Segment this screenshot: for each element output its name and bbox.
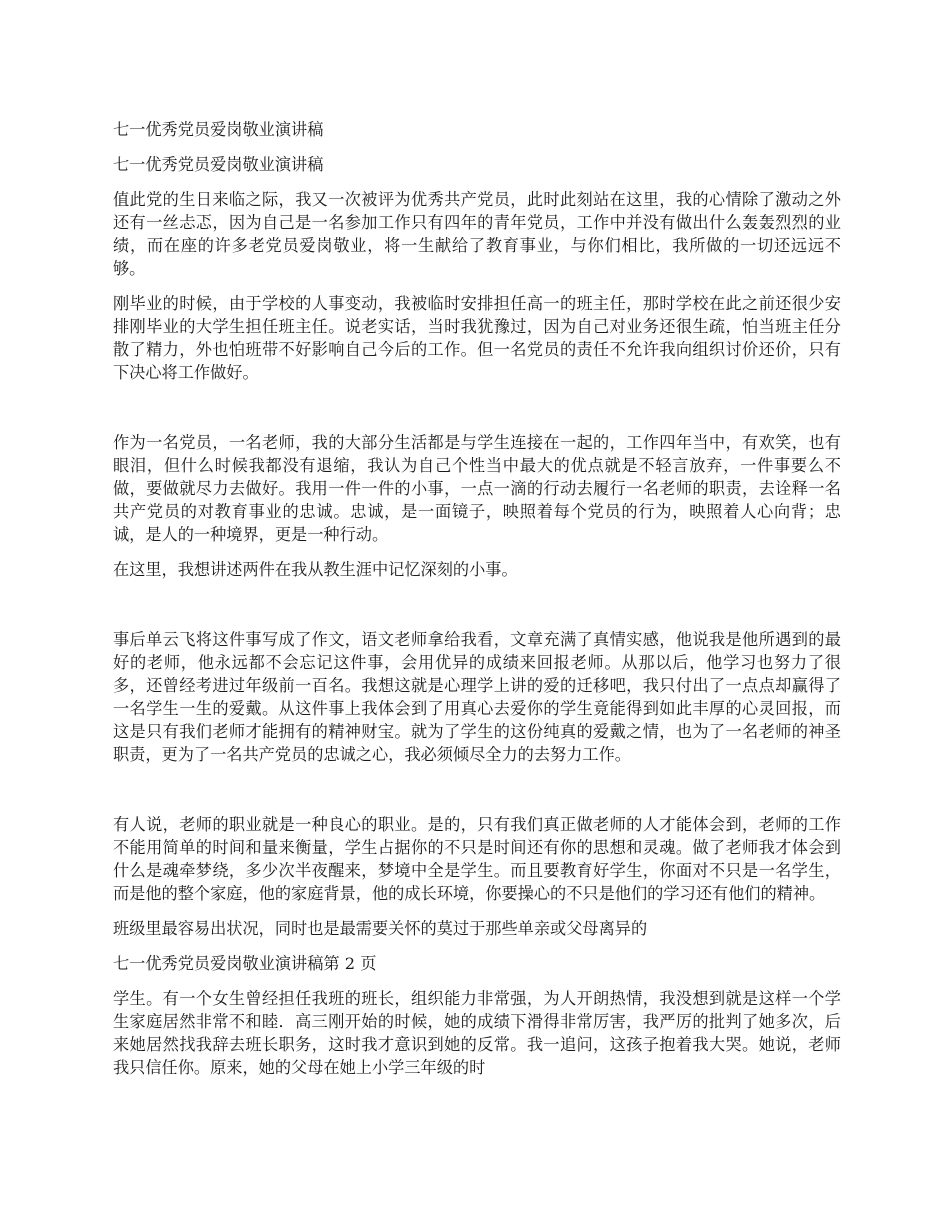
paragraph-3: 作为一名党员，一名老师，我的大部分生活都是与学生连接在一起的，工作四年当中，有欢笑，也有眼泪，但什么时候我都没有退缩，我认为自己个性当中最大的优点就是不轻言放弃，一件事要么不做，要做就尽力去做好。我用一件一件的小事，一点一滴的行动去履行一名老师的职责，去诠释一名共产党员的对教育事业的忠诚。忠诚，是一面镜子，映照着每个党员的行为，映照着人心向背；忠诚，是人的一种境界，更是一种行动。 [113,433,841,544]
paragraph-continuation: 学生。有一个女生曾经担任我班的班长，组织能力非常强，为人开朗热情，我没想到就是这样一个学生家庭居然非常不和睦．高三刚开始的时候，她的成绩下滑得非常厉害，我严厉的批判了她多次，后来她居然找我辞去班长职务，这时我才意识到她的反常。我一追问，这孩子抱着我大哭。她说，老师我只信任你。原来，她的父母在她上小学三年级的时 [113,989,841,1077]
paragraph-gap [113,593,841,628]
paragraph-5: 事后单云飞将这件事写成了作文，语文老师拿给我看，文章充满了真情实感，他说我是他所遇到的最好的老师，他永远都不会忘记这件事，会用优异的成绩来回报老师。从那以后，他学习也努力了很多，还曾经考进过年级前一百名。我想这就是心理学上讲的爱的迁移吧，我只付出了一点点却赢得了一名学生一生的爱戴。从这件事上我体会到了用真心去爱你的学生竟能得到如此丰厚的心灵回报，而这是只有我们老师才能拥有的精神财宝。就为了学生的这份纯真的爱戴之情，也为了一名老师的神圣职责，更为了一名共产党员的忠诚之心，我必须倾尽全力的去努力工作。 [113,630,841,764]
paragraph-4: 在这里，我想讲述两件在我从教生涯中记忆深刻的小事。 [113,560,518,579]
paragraph-7: 班级里最容易出状况，同时也是最需要关怀的莫过于那些单亲或父母离异的 [113,919,648,938]
document-page [113,118,841,1091]
paragraph-1: 值此党的生日来临之际，我又一次被评为优秀共产党员，此时此刻站在这里，我的心情除了激动之外还有一丝忐忑，因为自己是一名参加工作只有四年的青年党员，工作中并没有做出什么轰轰烈烈的业绩，而在座的许多老党员爱岗敬业，将一生献给了教育事业，与你们相比，我所做的一切还远远不够。 [113,190,841,278]
paragraph-6: 有人说，老师的职业就是一种良心的职业。是的，只有我们真正做老师的人才能体会到，老师的工作不能用简单的时间和量来衡量，学生占据你的不只是时间还有你的思想和灵魂。做了老师我才体会到什么是魂牵梦绕，多少次半夜醒来，梦境中全是学生。而且要教育好学生，你面对不只是一名学生，而是他的整个家庭，他的家庭背景，他的成长环境，你要操心的不只是他们的学习还有他们的精神。 [113,815,841,903]
paragraph-gap [113,396,841,431]
paragraph-gap [113,778,841,813]
page-label: 七一优秀党员爱岗敬业演讲稿第 2 页 [113,954,377,973]
document-title: 七一优秀党员爱岗敬业演讲稿 [113,120,324,139]
document-subtitle: 七一优秀党员爱岗敬业演讲稿 [113,155,324,174]
paragraph-2: 刚毕业的时候，由于学校的人事变动，我被临时安排担任高一的班主任，那时学校在此之前还很少安排刚毕业的大学生担任班主任。说老实话，当时我犹豫过，因为自己对业务还很生疏，怕当班主任分散了精力，外也怕班带不好影响自己今后的工作。但一名党员的责任不允许我向组织讨价还价，只有下决心将工作做好。 [113,294,841,382]
